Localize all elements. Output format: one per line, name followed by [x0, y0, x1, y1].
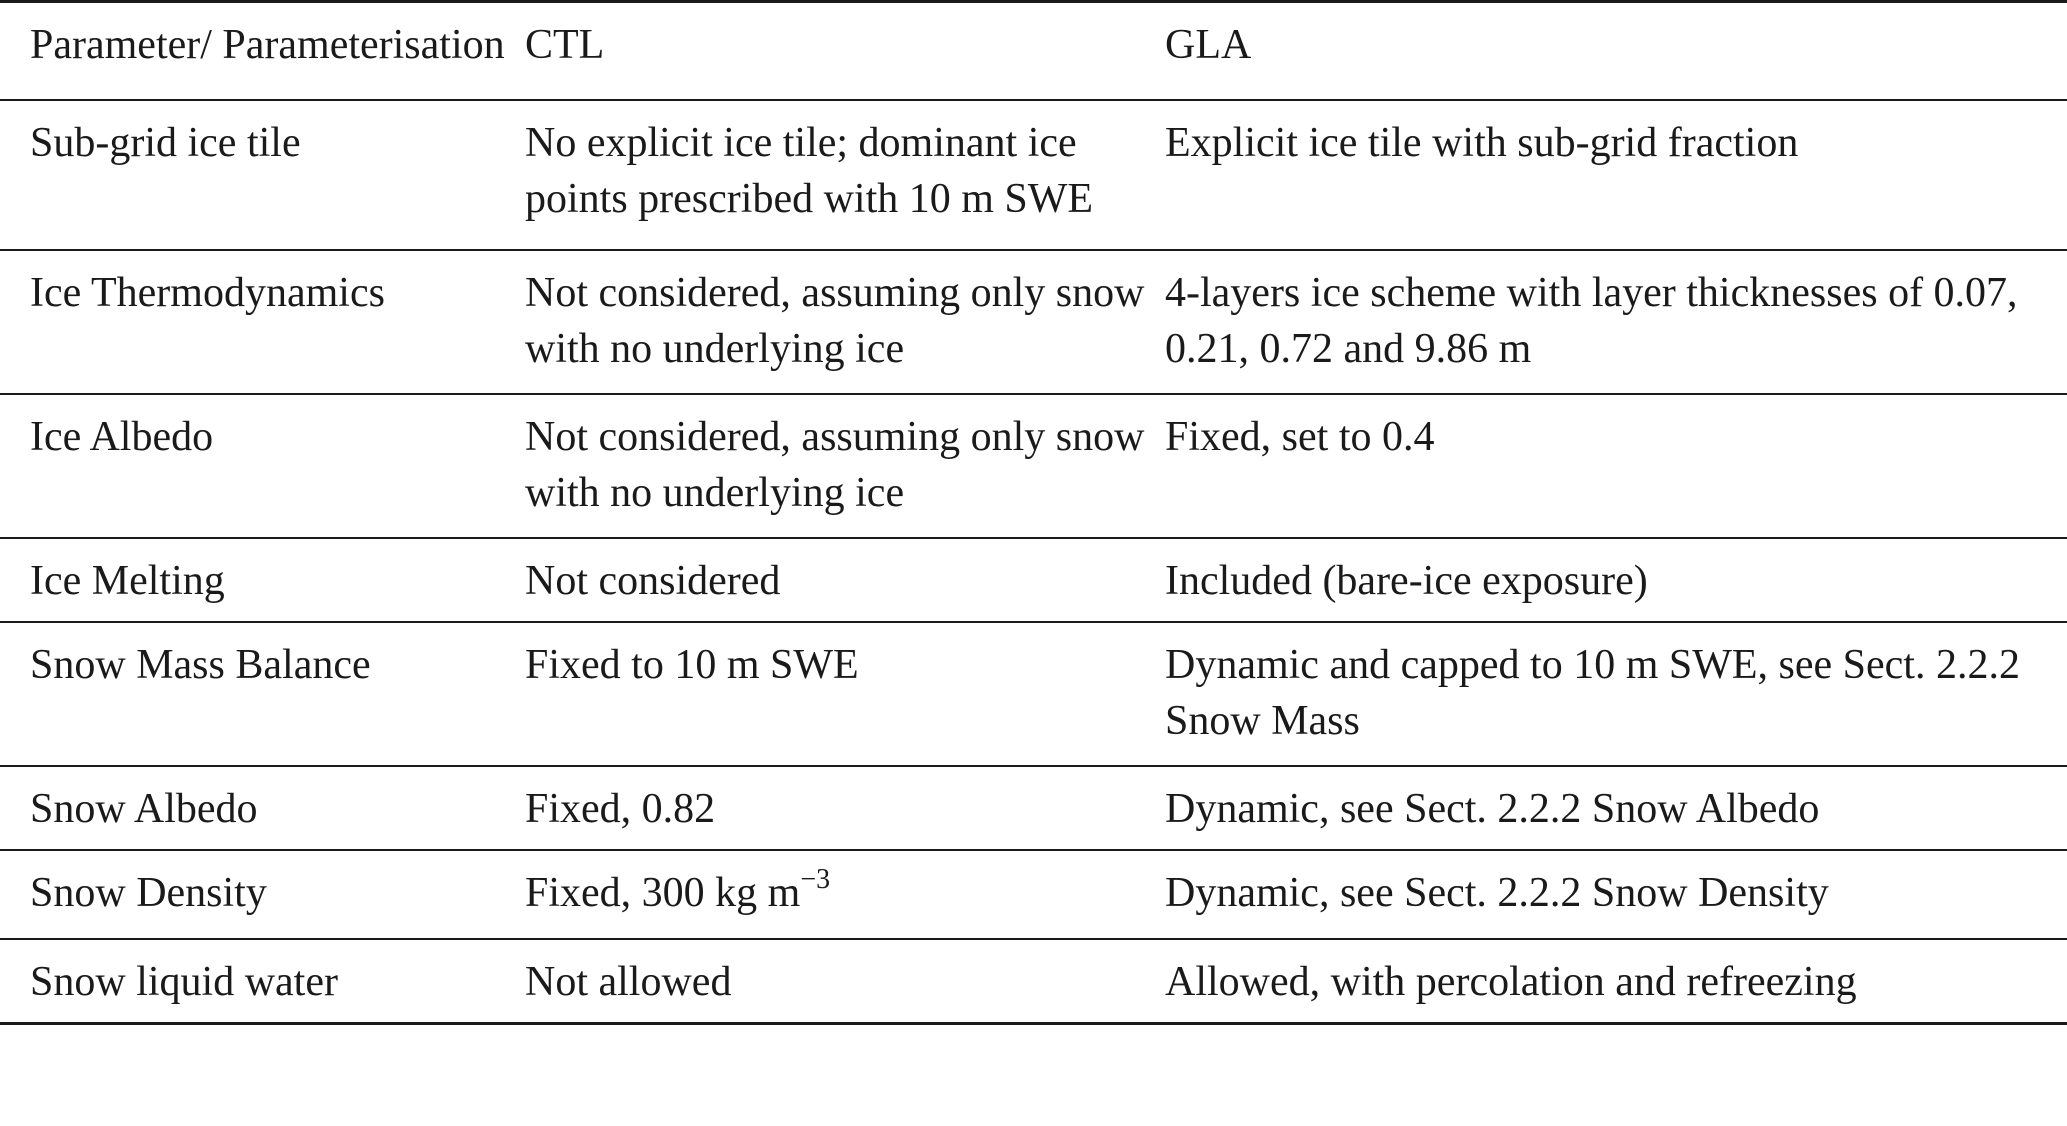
cell-ctl [525, 850, 1165, 939]
table-row [0, 394, 2067, 538]
table-row [0, 766, 2067, 850]
cell-ctl: Fixed to 10 m SWE [525, 622, 1165, 766]
cell-parameter: Ice Thermodynamics [0, 250, 525, 394]
table-row [0, 850, 2067, 939]
cell-ctl: Not considered, assuming only snow with no underlying ice [525, 394, 1165, 538]
table-row [0, 250, 2067, 394]
header-row [0, 2, 2067, 101]
cell-gla: Dynamic, see Sect. 2.2.2 Snow Density [1165, 850, 2067, 939]
header-ctl: CTL [525, 2, 1165, 101]
cell-ctl: Fixed, 0.82 [525, 766, 1165, 850]
cell-parameter: Snow Density [0, 850, 525, 939]
cell-gla: Included (bare-ice exposure) [1165, 538, 2067, 622]
table-row [0, 622, 2067, 766]
table-row [0, 538, 2067, 622]
cell-ctl: Not considered [525, 538, 1165, 622]
cell-ctl: Not considered, assuming only snow with no underlying ice [525, 250, 1165, 394]
cell-gla: Allowed, with percolation and refreezing [1165, 939, 2067, 1024]
table-body [0, 100, 2067, 1024]
cell-parameter: Snow Albedo [0, 766, 525, 850]
cell-ctl: Not allowed [525, 939, 1165, 1024]
cell-parameter: Ice Melting [0, 538, 525, 622]
cell-gla: Dynamic, see Sect. 2.2.2 Snow Albedo [1165, 766, 2067, 850]
cell-ctl: No explicit ice tile; dominant ice points prescribed with 10 m SWE [525, 100, 1165, 250]
cell-gla: Dynamic and capped to 10 m SWE, see Sect. 2.2.2 Snow Mass [1165, 622, 2067, 766]
cell-parameter: Snow Mass Balance [0, 622, 525, 766]
ctl-text: Fixed, 300 kg m [525, 870, 801, 916]
cell-gla: Explicit ice tile with sub-grid fraction [1165, 100, 2067, 250]
header-parameter: Parameter/ Parameterisation [0, 2, 525, 101]
table-row [0, 939, 2067, 1024]
cell-gla: Fixed, set to 0.4 [1165, 394, 2067, 538]
table-header [0, 2, 2067, 101]
table-row [0, 100, 2067, 250]
header-gla: GLA [1165, 2, 2067, 101]
cell-parameter: Sub-grid ice tile [0, 100, 525, 250]
cell-parameter: Ice Albedo [0, 394, 525, 538]
unit-exponent: −3 [800, 864, 831, 895]
cell-gla: 4-layers ice scheme with layer thicknesses of 0.07, 0.21, 0.72 and 9.86 m [1165, 250, 2067, 394]
cell-parameter: Snow liquid water [0, 939, 525, 1024]
